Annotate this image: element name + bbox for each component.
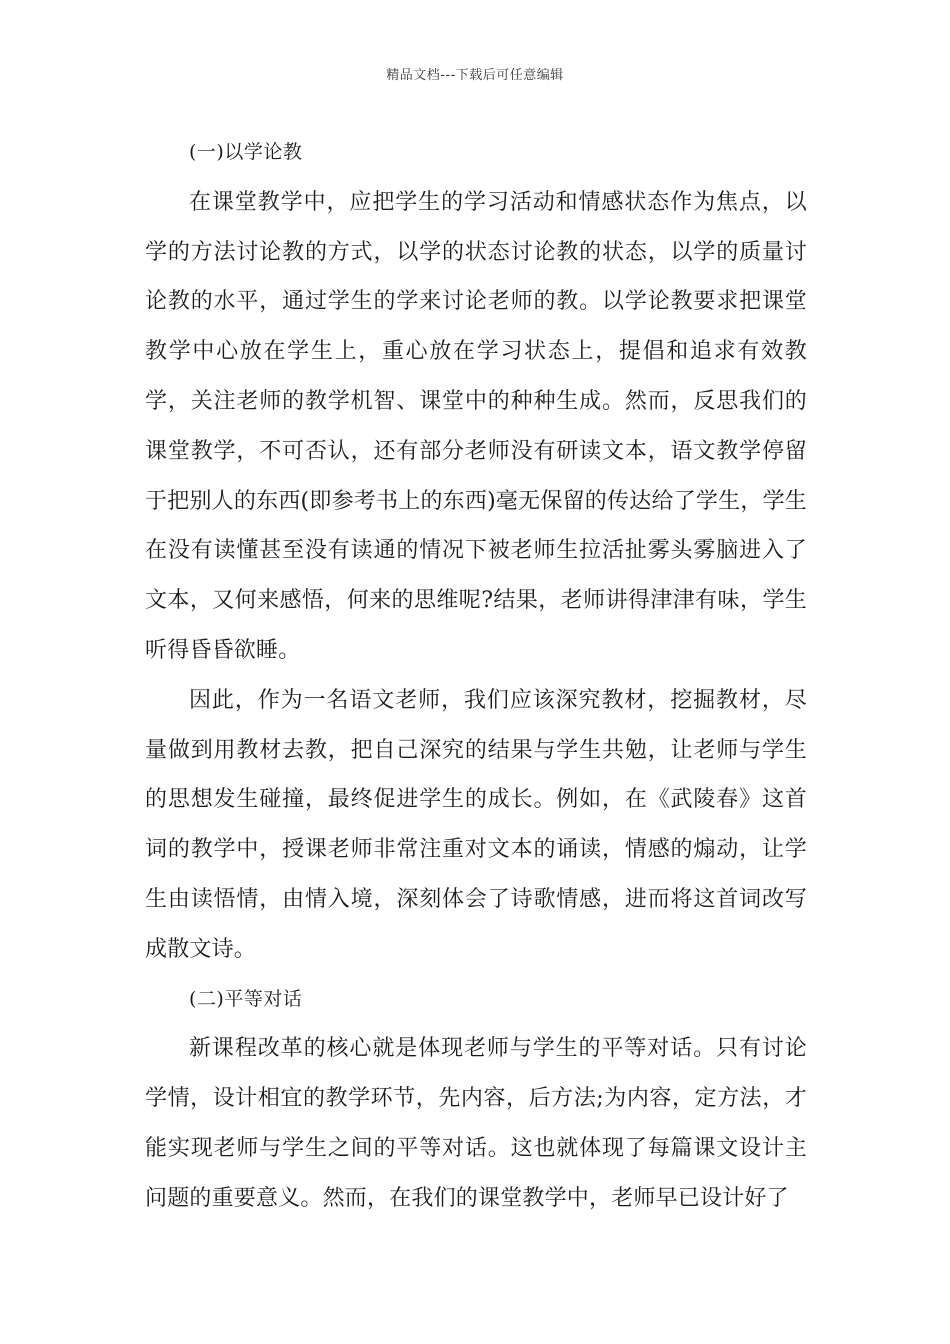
paragraph-3: 新课程改革的核心就是体现老师与学生的平等对话。只有讨论学情，设计相宜的教学环节，先内容，后方法;为内容，定方法，才能实现老师与学生之间的平等对话。这也就体现了每篇课文设计主问题的重要意义。然而，在我们的课堂教学中，老师早已设计好了 — [145, 1036, 807, 1211]
document-body — [145, 128, 807, 1224]
paragraph-2: 因此，作为一名语文老师，我们应该深究教材，挖掘教材，尽量做到用教材去教，把自己深究的结果与学生共勉，让老师与学生的思想发生碰撞，最终促进学生的成长。例如，在《武陵春》这首词的教学中，授课老师非常注重对文本的诵读，情感的煽动，让学生由读悟情，由情入境，深刻体会了诗歌情感，进而将这首词改写成散文诗。 — [145, 687, 807, 962]
section-heading-1: (一)以学论教 — [189, 141, 303, 163]
section-heading-2: (二)平等对话 — [189, 987, 303, 1010]
page-header: 精品文档---下载后可任意编辑 — [386, 68, 564, 83]
paragraph-1: 在课堂教学中，应把学生的学习活动和情感状态作为焦点，以学的方法讨论教的方式，以学的状态讨论教的状态，以学的质量讨论教的水平，通过学生的学来讨论老师的教。以学论教要求把课堂教学中心放在学生上，重心放在学习状态上，提倡和追求有效教学，关注老师的教学机智、课堂中的种种生成。然而，反思我们的课堂教学，不可否认，还有部分老师没有研读文本，语文教学停留于把别人的东西(即参考书上的东西)毫无保留的传达给了学生，学生在没有读懂甚至没有读通的情况下被老师生拉活扯雾头雾脑进入了文本，又何来感悟，何来的思维呢?结果，老师讲得津津有味，学生听得昏昏欲睡。 — [145, 189, 807, 663]
